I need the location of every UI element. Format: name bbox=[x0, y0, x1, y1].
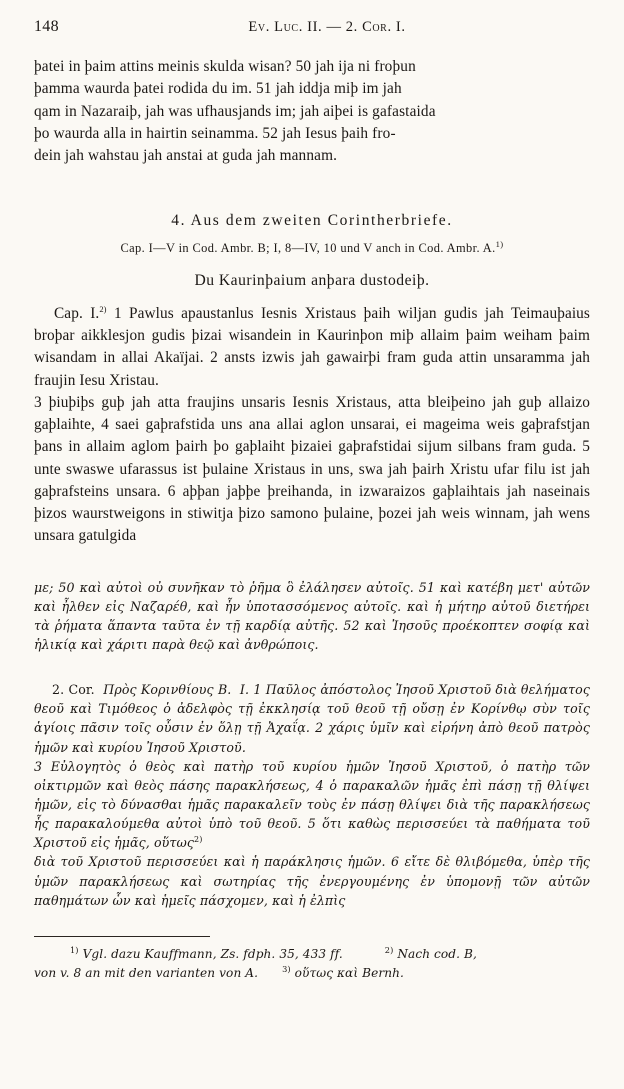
footnote-2-continued: von v. 8 an mit den varianten von A. bbox=[34, 966, 259, 981]
footnote-ref-2: 2) bbox=[99, 303, 107, 314]
footnote-3-text: οὕτως καὶ Bernh. bbox=[294, 966, 404, 981]
greek-text-corinthians bbox=[34, 680, 590, 910]
work-title-gothic: Du Kaurinþaium anþara dustodeiþ. bbox=[194, 271, 430, 289]
gothic-paragraph-1-text: 1 Pawlus apaustanlus Iesnis Xristaus þaih wiljan gudis jah Teimauþaius broþar aikklesjon gudis þizai wisandein in Kaurinþon miþ allaim þaim weiham þaim wisandam in allai Akaïjai. 2 ansts izwis jah gawairþi fram guda attin unsaramma jah fraujin Iesu Xristau. bbox=[34, 304, 590, 389]
greek-paragraph-2-text: 3 Εὐλογητὸς ὁ θεὸς καὶ πατὴρ τοῦ κυρίου ἡμῶν Ἰησοῦ Χριστοῦ, ὁ πατὴρ τῶν οἰκτιρμῶν καὶ θεὸς πάσης παρακλήσεως, 4 ὁ παρακαλῶν ἡμᾶς ἐπὶ πάσῃ τῇ θλίψει ἡμῶν, εἰς τὸ δύνασθαι ἡμᾶς παρακαλεῖν τοὺς ἐν πάσῃ θλίψει διὰ τῆς παρακλήσεως ἧς παρακαλούμεθα αὐτοὶ ὑπὸ τοῦ θεοῦ. 5 ὅτι καθὼς περισσεύει τὰ παθήματα τοῦ Χριστοῦ εἰς ἡμᾶς, οὕτως bbox=[34, 758, 590, 851]
greek-corinthians-opening bbox=[34, 680, 590, 757]
footnote-divider bbox=[34, 936, 210, 937]
footnote-block bbox=[34, 944, 590, 982]
gothic-line: dein jah wahstau jah anstai at guda jah mannam. bbox=[34, 147, 338, 165]
gothic-line: qam in Nazaraiþ, jah was ufhausjands im; jah aiþei is gafastaida bbox=[34, 102, 436, 120]
chapter-label: Cap. I. bbox=[54, 304, 100, 322]
section-subheading-text: Cap. I—V in Cod. Ambr. B; I, 8—IV, 10 und V anch in Cod. Ambr. A. bbox=[120, 240, 496, 255]
gothic-line: þamma waurda þatei rodida du im. 51 jah iddja miþ im jah bbox=[34, 80, 402, 98]
footnote-marker-1: 1) bbox=[70, 944, 79, 955]
footnote-marker-3: 3) bbox=[282, 964, 291, 975]
footnote-line-1 bbox=[34, 944, 590, 963]
greek-book-title: Πρὸς Κορινθίους Β. bbox=[103, 682, 232, 698]
greek-text-luke bbox=[34, 578, 590, 655]
footnote-ref-3: 2) bbox=[194, 835, 203, 845]
gothic-passage-luke bbox=[34, 56, 590, 168]
footnote-1-text: Vgl. dazu Kauffmann, Zs. fdph. 35, 433 ff. bbox=[82, 946, 343, 961]
footnote-line-2 bbox=[34, 963, 590, 982]
footnote-2-text: Nach cod. B, bbox=[397, 946, 477, 961]
gothic-passage-corinthians bbox=[34, 303, 590, 548]
section-heading: 4. Aus dem zweiten Corintherbriefe. bbox=[171, 211, 453, 229]
greek-reference-label: 2. Cor. bbox=[52, 682, 95, 698]
greek-paragraph-2 bbox=[34, 757, 590, 853]
greek-paragraph: με; 50 καὶ αὐτοὶ οὐ συνῆκαν τὸ ῥῆμα ὃ ἐλάλησεν αὐτοῖς. 51 καὶ κατέβη μετ' αὐτῶν καὶ ἦλθεν εἰς Ναζαρέθ, καὶ ἦν ὑποτασσόμενος αὐτοῖς. καὶ ἡ μήτηρ αὐτοῦ διετήρει τὰ ῥήματα ἅπαντα ταῦτα ἐν τῇ καρδίᾳ αὐτῆς. 52 καὶ Ἰησοῦς προέκοπτεν σοφίᾳ καὶ ἡλικίᾳ καὶ χάριτι παρὰ θεῷ καὶ ἀνθρώποις. bbox=[34, 579, 590, 653]
gothic-line: þo waurda alla in hairtin seinamma. 52 jah Iesus þaih fro- bbox=[34, 124, 396, 142]
gothic-paragraph-2: 3 þiuþiþs guþ jah atta fraujins unsaris Iesnis Xristaus, atta bleiþeino jah guþ allaizo gaþlaihte, 4 saei gaþrafstida uns ana allai aglon unsarai, ei mageima weis gaþrafstjan þans in allaim aglom þairh þo gaþlaiht þizaiei gaþrafstidai sijum silbans fram guda. 5 unte swaswe ufarassus ist þulaine Xristaus in uns, swa jah þairh Xristu ufar filu ist jah gaþrafsteins unsara. 6 aþþan jaþþe þreihanda, in izwaraizos gaþlaihtais jah naseinais þizos waurstweigons in stiwitja þizo samono þulaine, þozei jah weis winnam, jah wens unsara gatulgida bbox=[34, 393, 590, 545]
greek-paragraph-1-text: I. 1 Παῦλος ἀπόστολος Ἰησοῦ Χριστοῦ διὰ θελήματος θεοῦ καὶ Τιμόθεος ὁ ἀδελφὸς τῇ ἐκκλησίᾳ τοῦ θεοῦ τῇ οὔσῃ ἐν Κορίνθῳ σὺν τοῖς ἁγίοις πᾶσιν τοῖς οὖσιν ἐν ὅλῃ τῇ Ἀχαΐᾳ. 2 χάρις ὑμῖν καὶ εἰρήνη ἀπὸ θεοῦ πατρὸς ἡμῶν καὶ κυρίου Ἰησοῦ Χριστοῦ. bbox=[34, 682, 590, 755]
footnote-marker-2: 2) bbox=[384, 944, 394, 955]
page-number: 148 bbox=[34, 18, 59, 35]
greek-paragraph-3: διὰ τοῦ Χριστοῦ περισσεύει καὶ ἡ παράκλησις ἡμῶν. 6 εἴτε δὲ θλιβόμεθα, ὑπὲρ τῆς ὑμῶν παρακλήσεως καὶ σωτηρίας τῆς ἐνεργουμένης ἐν ὑπομονῇ τῶν αὐτῶν παθημάτων ὧν καὶ ἡμεῖς πάσχομεν, καὶ ἡ ἐλπὶς bbox=[34, 854, 590, 908]
running-head bbox=[34, 18, 590, 36]
gothic-line: þatei in þaim attins meinis skulda wisan? 50 jah ija ni froþun bbox=[34, 58, 416, 75]
running-title: Ev. Luc. II. — 2. Cor. I. bbox=[248, 19, 406, 35]
footnote-ref-1: 1) bbox=[495, 238, 504, 249]
gothic-paragraph-1 bbox=[34, 303, 590, 392]
section-subheading bbox=[34, 239, 590, 256]
